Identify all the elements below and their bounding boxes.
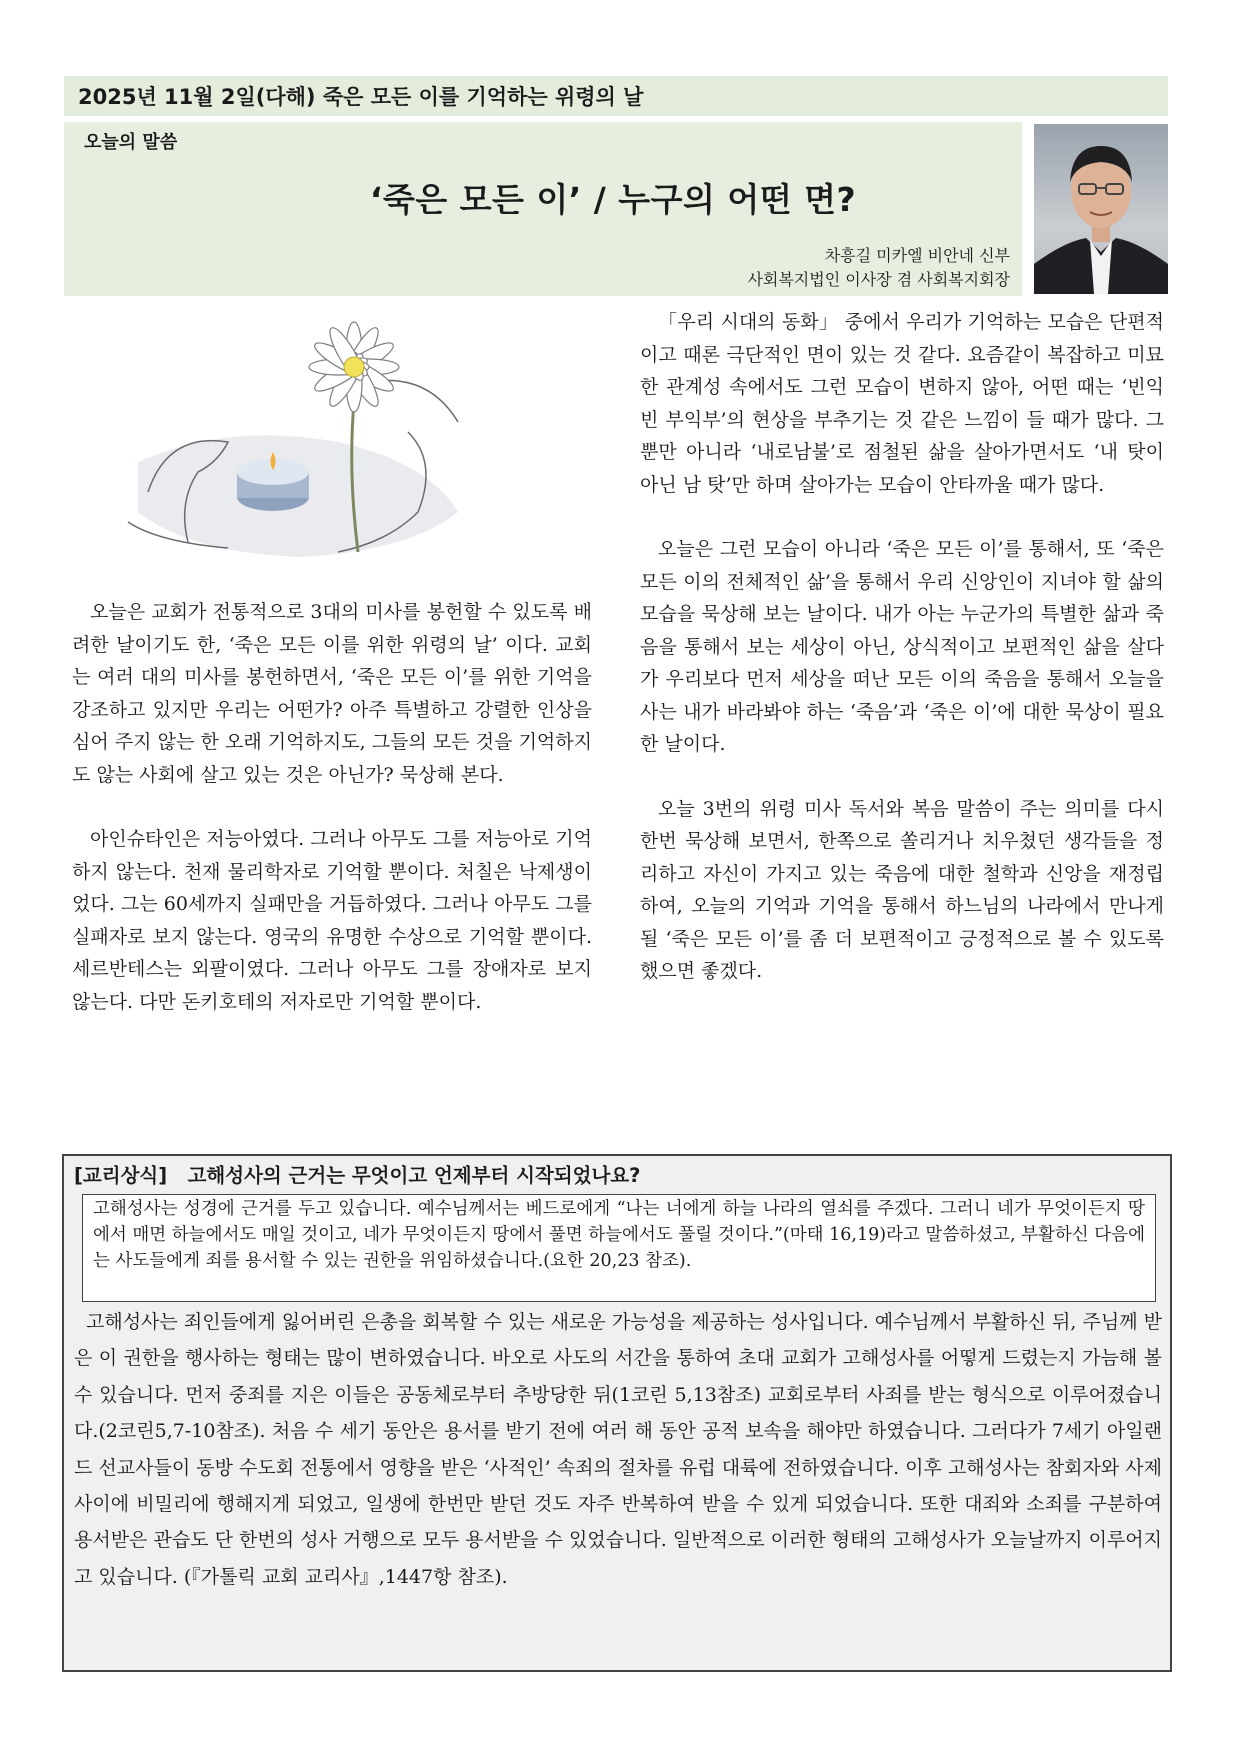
catechism-body: 고해성사는 죄인들에게 잃어버린 은총을 회복할 수 있는 새로운 가능성을 제공하는 성사입니다. 예수님께서 부활하신 뒤, 주님께 받은 이 권한을 행사하는 형태는 많이 변하였습니다. 바오로 사도의 서간을 통하여 초대 교회가 고해성사를 어떻게 드렸는지 가늠해 볼 수 있습니다. 먼저 중죄를 지은 이들은 공동체로부터 추방당한 뒤(1코린 5,13참조) 교회로부터 사죄를 받는 형식으로 이루어졌습니다.(2코린5,7-10참조). 처음 수 세기 동안은 용서를 받기 전에 여러 해 동안 공적 보속을 해야만 하였습니다. 그러다가 7세기 아일랜드 선교사들이 동방 수도회 전통에서 영향을 받은 ‘사적인’ 속죄의 절차를 유럽 대륙에 전하였습니다. 이후 고해성사는 참회자와 사제 사이에 비밀리에 행해지게 되었고, 일생에 한번만 받던 것도 자주 반복하여 받을 수 있게 되었습니다. 또한 대죄와 소죄를 구분하여 용서받은 관습도 단 한번의 성사 거행으로 모두 용서받을 수 있었습니다. 일반적으로 이러한 형태의 고해성사가 오늘날까지 이루어지고 있습니다. (『가톨릭 교회 교리사』,1447항 참조).	[74, 1311, 1162, 1588]
title-panel	[204, 122, 1022, 296]
catechism-heading	[74, 1160, 640, 1188]
author-photo	[1034, 124, 1168, 294]
author-info	[747, 244, 1010, 292]
right-paragraph: 오늘 3번의 위령 미사 독서와 복음 말씀이 주는 의미를 다시 한번 묵상해 보면서, 한쪽으로 쏠리거나 치우쳤던 생각들을 정리하고 자신이 가지고 있는 죽음에 대한 철학과 신앙을 재정립하여, 오늘의 기억과 기억을 통해서 하느님의 나라에서 만나게 될 ‘죽은 모든 이’를 좀 더 보편적이고 긍정적으로 볼 수 있도록 했으면 좋겠다.	[640, 797, 1164, 982]
author-position: 사회복지법인 이사장 겸 사회복지회장	[747, 270, 1010, 289]
catechism-box	[62, 1154, 1172, 1672]
right-paragraph: 「우리 시대의 동화」 중에서 우리가 기억하는 모습은 단편적이고 때론 극단적인 면이 있는 것 같다. 요즘같이 복잡하고 미묘한 관계성 속에서도 그런 모습이 변하지 않아, 어떤 때는 ‘빈익빈 부익부’의 현상을 부추기는 것 같은 느낌이 들 때가 많다. 그뿐만 아니라 ‘내로남불’로 점철된 삶을 살아가면서도 ‘내 탓이 아닌 남 탓’만 하며 살아가는 모습이 안타까울 때가 많다.	[640, 311, 1164, 496]
date-header	[64, 76, 1168, 116]
right-column	[640, 306, 1164, 1020]
title-box	[64, 122, 1168, 296]
left-column	[72, 596, 592, 1050]
page-title: ‘죽은 모든 이’ / 누구의 어떤 면?	[369, 180, 857, 219]
catechism-question: 고해성사의 근거는 무엇이고 언제부터 시작되었나요?	[187, 1164, 641, 1187]
left-paragraph: 오늘은 교회가 전통적으로 3대의 미사를 봉헌할 수 있도록 배려한 날이기도 한, ‘죽은 모든 이를 위한 위령의 날’ 이다. 교회는 여러 대의 미사를 봉헌하면서, ‘죽은 모든 이’를 위한 기억을 강조하고 있지만 우리는 어떤가? 아주 특별하고 강렬한 인상을 심어 주지 않는 한 오래 기억하지도, 그들의 모든 것을 기억하지도 않는 사회에 살고 있는 것은 아닌가? 묵상해 본다.	[72, 601, 592, 786]
author-name: 차흥길 미카엘 비안네 신부	[824, 246, 1010, 265]
catechism-label: [교리상식]	[74, 1164, 168, 1187]
candle-flower-illustration	[108, 312, 478, 576]
catechism-quote: 고해성사는 성경에 근거를 두고 있습니다. 예수님께서는 베드로에게 “나는 너에게 하늘 나라의 열쇠를 주겠다. 그러니 네가 무엇이든지 땅에서 매면 하늘에서도 매일 것이고, 네가 무엇이든지 땅에서 풀면 하늘에서도 풀릴 것이다.”(마태 16,19)라고 말씀하셨고, 부활하신 다음에는 사도들에게 죄를 용서할 수 있는 권한을 위임하셨습니다.(요한 20,23 참조).	[82, 1194, 1156, 1302]
date-title: 2025년 11월 2일(다해) 죽은 모든 이를 기억하는 위령의 날	[78, 85, 644, 109]
right-paragraph: 오늘은 그런 모습이 아니라 ‘죽은 모든 이’를 통해서, 또 ‘죽은 모든 이의 전체적인 삶’을 통해서 우리 신앙인이 지녀야 할 삶의 모습을 묵상해 보는 날이다. 내가 아는 누군가의 특별한 삶과 죽음을 통해서 보는 세상이 아닌, 상식적이고 보편적인 삶을 살다가 우리보다 먼저 세상을 떠난 모든 이의 죽음을 통해서 오늘을 사는 내가 바라봐야 하는 ‘죽음’과 ‘죽은 이’에 대한 묵상이 필요한 날이다.	[640, 538, 1164, 755]
section-label: 오늘의 말씀	[64, 122, 204, 296]
left-paragraph: 아인슈타인은 저능아였다. 그러나 아무도 그를 저능아로 기억하지 않는다. 천재 물리학자로 기억할 뿐이다. 처칠은 낙제생이었다. 그는 60세까지 실패만을 거듭하였다. 그러나 아무도 그를 실패자로 보지 않는다. 영국의 유명한 수상으로 기억할 뿐이다. 세르반테스는 외팔이였다. 그러나 아무도 그를 장애자로 보지 않는다. 다만 돈키호테의 저자로만 기억할 뿐이다.	[72, 828, 592, 1013]
